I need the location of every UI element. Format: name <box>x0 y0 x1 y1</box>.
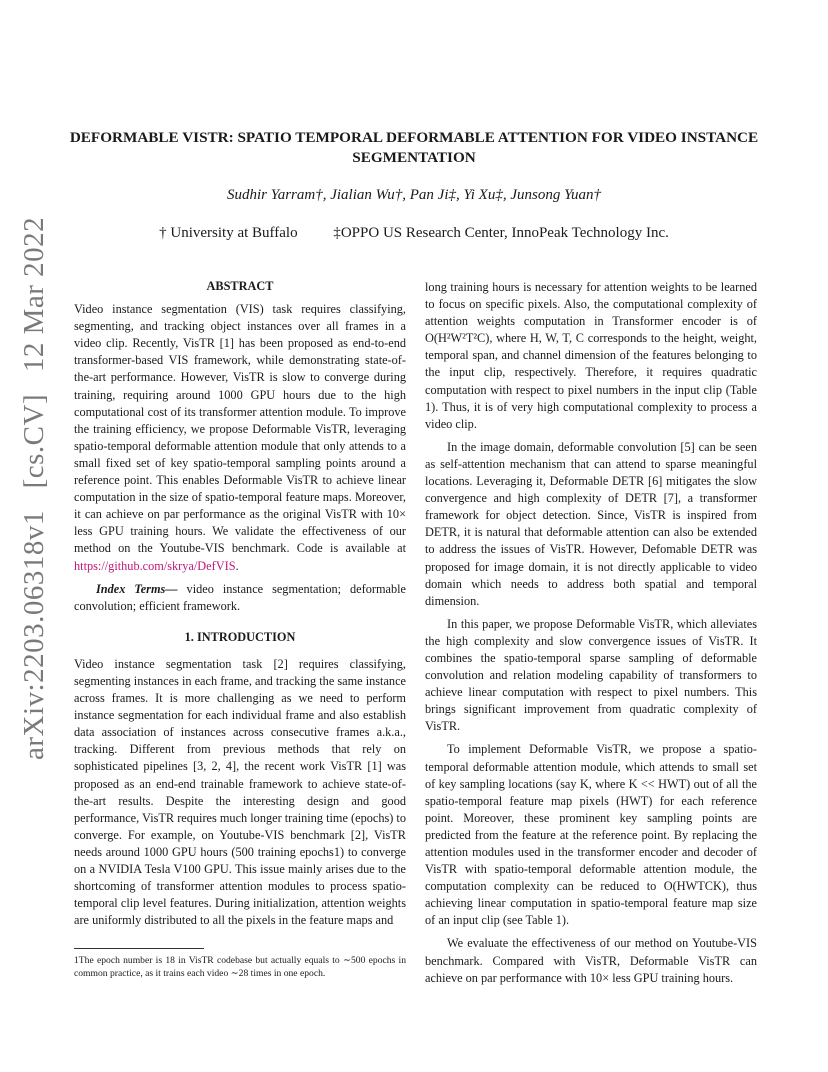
arxiv-id: arXiv:2203.06318v1 <box>18 510 50 760</box>
right-paragraph-5: We evaluate the effectiveness of our method on Youtube-VIS benchmark. Compared with VisTR, Deformable VisTR can achieve on par performance with 10× less GPU training hours. <box>425 936 757 985</box>
right-paragraph-1: long training hours is necessary for attention weights to be learned to focus on specific pixels. Also, the computational complexity of attention weights computation in Transformer encoder is of O(H²W²T²C), where H, W, T, C corresponds to the height, weight, temporal span, and channel dimension of the features belonging to the input clip, respectively. Therefore, it requires quadratic computation with respect to pixel numbers in the input clip (Table 1). Thus, it is of very high computational complexity to process a video clip. <box>425 280 757 431</box>
affiliations <box>60 225 768 242</box>
arxiv-category: [cs.CV] <box>18 393 50 489</box>
abstract-text: Video instance segmentation (VIS) task requires classifying, segmenting, and tracking object instances over all frames in a video clip. Recently, VisTR [1] has been proposed as end-to-end transformer-based VIS framework, while demonstrating state-of-the-art performance. However, VisTR is slow to converge during training, requiring around 1000 GPU hours due to the high computational cost of its transformer attention module. To improve the training efficiency, we propose Deformable VisTR, leveraging spatio-temporal deformable attention module that only attends to a small fixed set of key spatio-temporal sampling points around a reference point. This enables Deformable VisTR to achieve linear computation in the size of spatio-temporal feature maps. Moreover, it can achieve on par performance as the original VisTR with 10× less GPU training hours. We validate the effectiveness of our method on the Youtube-VIS benchmark. Code is available at <box>74 302 406 556</box>
abstract-paragraph <box>74 301 406 575</box>
paper-title: DEFORMABLE VISTR: SPATIO TEMPORAL DEFORMABLE ATTENTION FOR VIDEO INSTANCE SEGMENTATION <box>69 129 759 166</box>
intro-paragraph: Video instance segmentation task [2] requires classifying, segmenting instances in each frame, and tracking the same instance across frames. It is more challenging as we need to perform instance segmentation for each individual frame and also establish data association of instances across consecutive frames a.k.a., tracking. Different from previous methods that rely on sophisticated pipelines [3, 2, 4], the recent work VisTR [1] was proposed as an end-end trainable framework to achieve state-of-the-art results. Despite the interesting design and good performance, VisTR requires much longer training time (epochs) to converge. For example, on Youtube-VIS benchmark [2], VisTR needs around 1000 GPU hours (500 training epochs1) to converge on a NVIDIA Tesla V100 GPU. This issue mainly arises due to the shortcoming of transformer attention modules to process spatio-temporal clip level features. During initialization, attention weights are uniformly distributed to all the pixels in the feature maps and <box>74 656 406 928</box>
affiliation-oppo: ‡OPPO US Research Center, InnoPeak Technology Inc. <box>333 225 669 241</box>
introduction-heading: 1. INTRODUCTION <box>184 629 296 644</box>
index-terms-text: video instance segmentation; deformable convolution; efficient framework. <box>74 581 406 613</box>
arxiv-date: 12 Mar 2022 <box>18 216 50 373</box>
index-terms-label: Index Terms— <box>96 581 178 596</box>
right-paragraph-4: To implement Deformable VisTR, we propose a spatio-temporal deformable attention module, which attends to small set of key sampling locations (say K, where K << HWT) out of all the spatio-temporal feature map pixels (HWT) for each reference point. Moreover, these prominent key sampling points are predicted from the feature at the reference point. By replacing the attention modules used in the transformer encoder and decoder of VisTR with spatio-temporal deformable attention module, the computation complexity can be reduced to O(HWTCK), thus achieving linear computation in spatio-temporal feature map size of an input clip (see Table 1). <box>425 742 757 928</box>
code-link[interactable]: https://github.com/skrya/DefVIS <box>74 558 236 573</box>
index-terms <box>74 581 406 615</box>
right-paragraph-3: In this paper, we propose Deformable VisTR, which alleviates the high complexity and slow convergence issues of VisTR. It combines the spatio-temporal sparse sampling of deformable convolution and relation modeling capability of transformers to achieve linear computation with respect to pixel numbers. This brings significant improvement from quadratic complexity of VisTR. <box>425 616 757 734</box>
affiliation-buffalo: † University at Buffalo <box>159 225 298 241</box>
right-paragraph-2: In the image domain, deformable convolution [5] can be seen as self-attention mechanism that can attend to sparse meaningful locations. Leveraging it, Deformable DETR [6] mitigates the slow convergence and high complexity of DETR [7], a transformer framework for object detection. Since, VisTR is inspired from DETR, it is natural that deformable attention can also be extended to address the issues of VisTR. However, Defomable DETR was proposed for image domain, it is not directly applicable to video domain which needs to address both spatial and temporal dimension. <box>425 439 757 608</box>
arxiv-watermark <box>18 203 51 760</box>
footnote: 1The epoch number is 18 in VisTR codebase but actually equals to ∼500 epochs in common practice, as it trains each video ∼28 times in one epoch. <box>74 955 406 979</box>
left-column <box>74 278 406 935</box>
author-list: Sudhir Yarram†, Jialian Wu†, Pan Ji‡, Yi Xu‡, Junsong Yuan† <box>226 187 602 203</box>
abstract-heading: ABSTRACT <box>206 279 274 293</box>
footnote-rule <box>74 948 204 949</box>
abstract-tail: . <box>235 558 239 573</box>
right-column <box>425 279 757 993</box>
